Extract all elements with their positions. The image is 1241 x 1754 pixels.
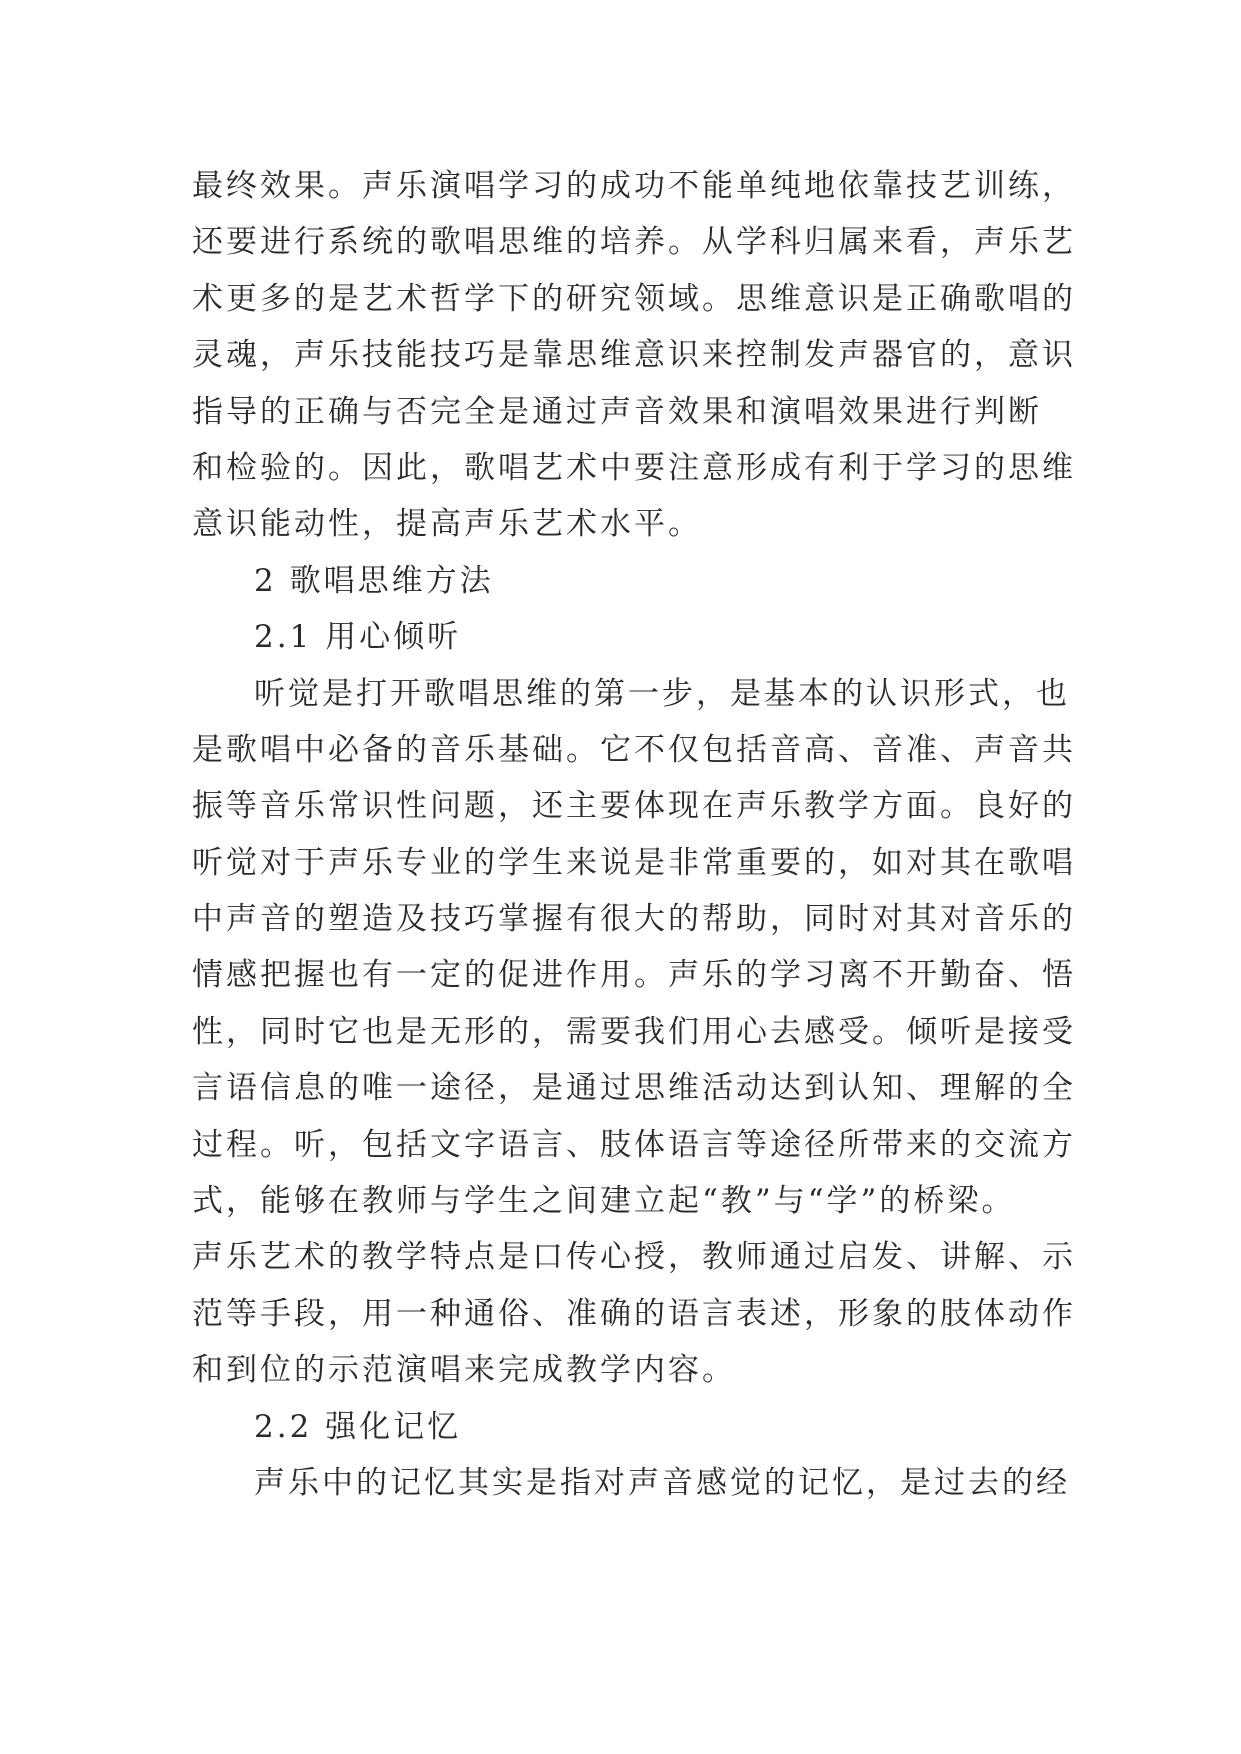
text-line: 是歌唱中必备的音乐基础。它不仅包括音高、音准、声音共 (192, 731, 1076, 768)
text-line: 性，同时它也是无形的，需要我们用心去感受。倾听是接受 (192, 1013, 1076, 1050)
text-line: 范等手段，用一种通俗、准确的语言表述，形象的肢体动作 (192, 1295, 1076, 1332)
text-line: 式，能够在教师与学生之间建立起“教”与“学”的桥梁。 (192, 1183, 1016, 1220)
text-line: 言语信息的唯一途径，是通过思维活动达到认知、理解的全 (192, 1070, 1076, 1107)
section-heading: 2.1 用心倾听 (254, 619, 462, 656)
text-line: 最终效果。声乐演唱学习的成功不能单纯地依靠技艺训练， (192, 168, 1076, 204)
text-line: 灵魂，声乐技能技巧是靠思维意识来控制发声器官的，意识 (192, 337, 1076, 374)
text-line: 意识能动性，提高声乐艺术水平。 (192, 506, 702, 543)
text-line: 中声音的塑造及技巧掌握有很大的帮助，同时对其对音乐的 (192, 901, 1076, 938)
text-line: 声乐艺术的教学特点是口传心授，教师通过启发、讲解、示 (192, 1239, 1076, 1276)
section-heading: 2.2 强化记忆 (254, 1408, 462, 1445)
text-line: 和检验的。因此，歌唱艺术中要注意形成有利于学习的思维 (192, 449, 1076, 486)
text-line: 指导的正确与否完全是通过声音效果和演唱效果进行判断 (192, 393, 1042, 430)
section-heading: 2 歌唱思维方法 (254, 562, 494, 599)
text-line: 过程。听，包括文字语言、肢体语言等途径所带来的交流方 (192, 1126, 1076, 1163)
text-line: 听觉是打开歌唱思维的第一步，是基本的认识形式，也 (254, 675, 1070, 712)
text-line: 和到位的示范演唱来完成教学内容。 (192, 1352, 736, 1389)
text-line: 声乐中的记忆其实是指对声音感觉的记忆，是过去的经 (254, 1464, 1070, 1501)
text-line: 听觉对于声乐专业的学生来说是非常重要的，如对其在歌唱 (192, 844, 1076, 881)
text-line: 振等音乐常识性问题，还主要体现在声乐教学方面。良好的 (192, 788, 1076, 825)
text-line: 还要进行系统的歌唱思维的培养。从学科归属来看，声乐艺 (192, 224, 1076, 261)
text-line: 情感把握也有一定的促进作用。声乐的学习离不开勤奋、悟 (192, 957, 1076, 994)
body-text (192, 158, 1076, 1511)
text-line: 术更多的是艺术哲学下的研究领域。思维意识是正确歌唱的 (192, 280, 1076, 317)
